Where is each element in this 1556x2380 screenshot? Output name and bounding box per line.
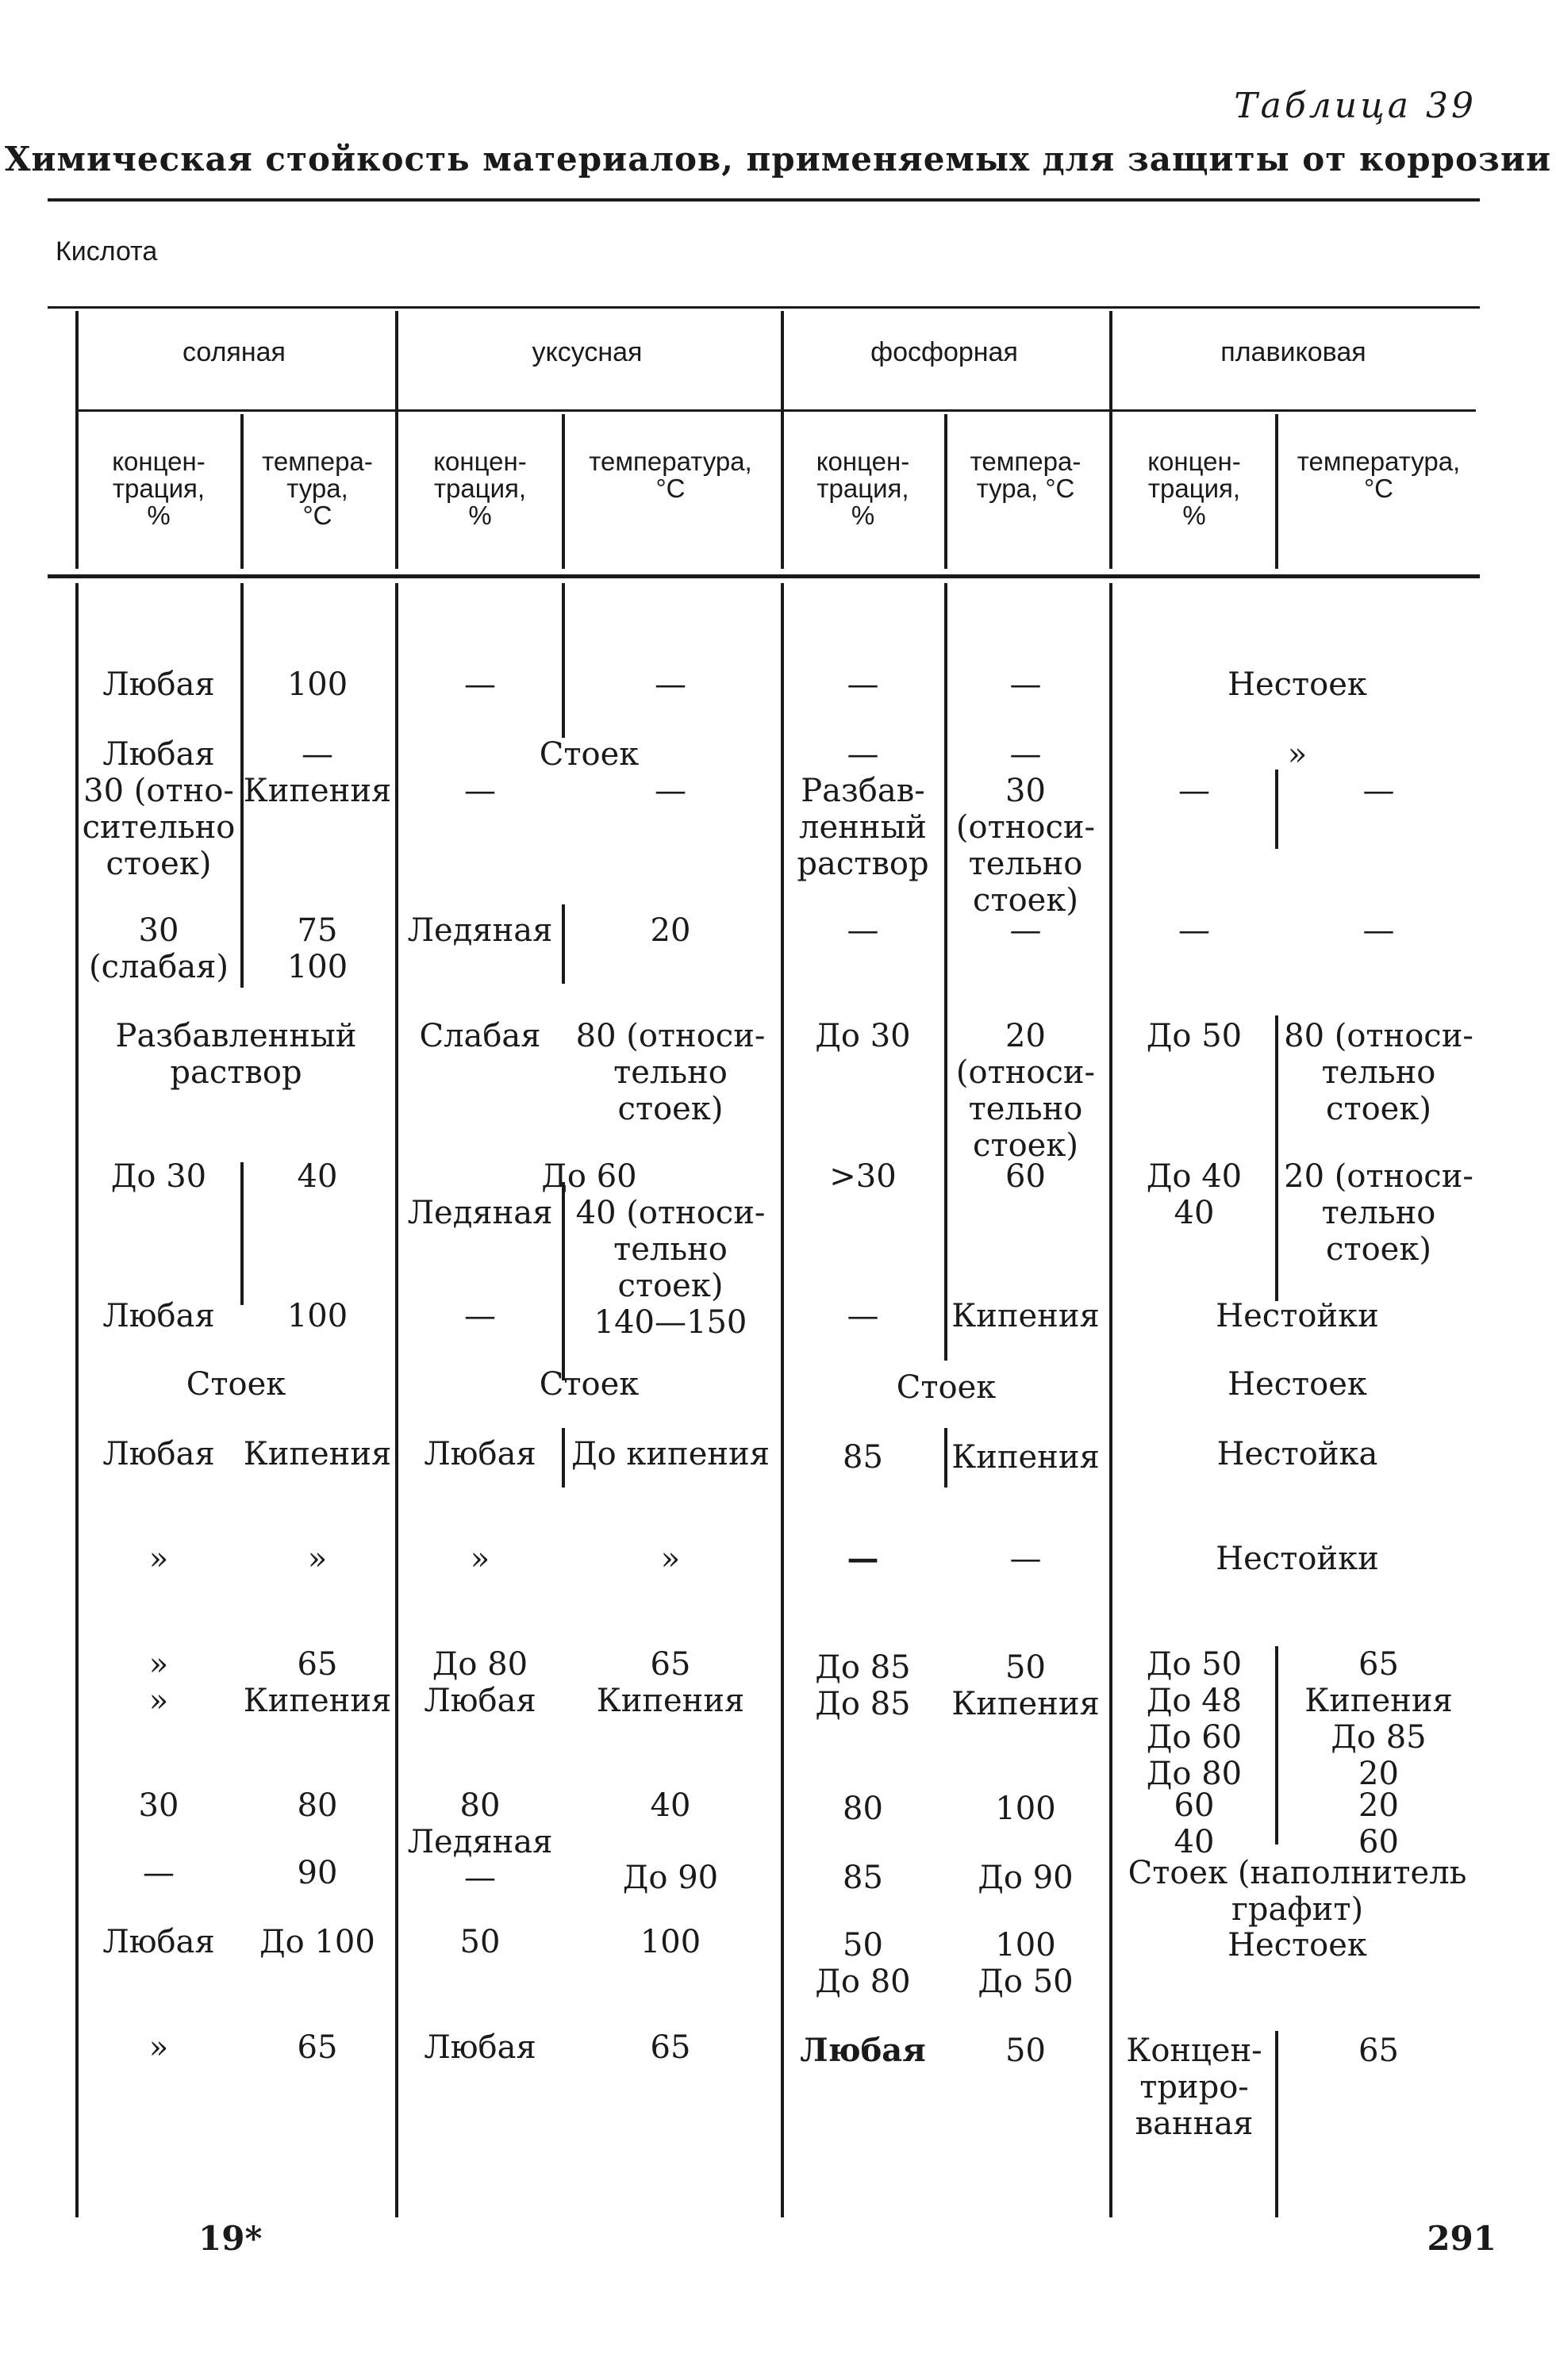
table-cell: 80 — [297, 1787, 338, 1824]
table-cell: 30 — [138, 1787, 179, 1824]
vline-left-body — [75, 583, 79, 2217]
vline-acetic-phos — [781, 311, 784, 569]
table-cell: До 50 — [1146, 1018, 1243, 1054]
table-cell: Нестойка — [1216, 1436, 1378, 1472]
table-cell: — — [847, 666, 879, 703]
table-cell: 85 — [843, 1860, 883, 1896]
table-cell: Нестойки — [1216, 1541, 1379, 1577]
table-cell: — — [464, 1860, 496, 1896]
table-cell: — — [655, 773, 686, 809]
table-cell: Стоек — [896, 1369, 997, 1406]
kislota-label: Кислота — [56, 236, 158, 267]
table-cell: — — [302, 736, 333, 773]
table-cell: 50 До 80 — [815, 1927, 911, 2000]
acid-phosphoric-header: фосфорная — [870, 337, 1018, 367]
top-rule — [48, 198, 1480, 202]
table-cell: До 90 — [978, 1860, 1074, 1896]
table-cell: 40 — [297, 1158, 338, 1195]
table-title: Химическая стойкость материалов, применяемых для защиты от коррозии — [4, 140, 1552, 178]
table-cell: Слабая — [419, 1018, 541, 1054]
table-cell: Стоек — [186, 1366, 286, 1403]
vline-phos-hf-body — [1109, 583, 1112, 2217]
table-cell: 80 — [843, 1791, 883, 1827]
table-cell: Любая — [102, 1298, 215, 1334]
table-cell: >30 — [829, 1158, 897, 1195]
table-cell: 90 — [297, 1855, 338, 1891]
table-cell: До 80 Любая — [424, 1646, 536, 1719]
table-cell: » — [148, 2029, 169, 2066]
vline-hcl-acetic — [395, 311, 398, 569]
table-cell: » — [148, 1541, 169, 1577]
table-cell: 85 — [843, 1439, 883, 1476]
table-cell: 30 (относи- тельно стоек) — [955, 773, 1096, 919]
table-cell: 65 Кипения — [596, 1646, 745, 1719]
table-cell: 40 (относи- тельно стоек) 140—150 — [575, 1195, 766, 1341]
vline-phos-sub — [944, 414, 947, 569]
table-cell: 65 Кипения До 85 20 — [1304, 1646, 1453, 1792]
table-cell: — — [143, 1855, 175, 1891]
table-cell: Кипения — [951, 1439, 1100, 1476]
table-cell: Любая — [102, 666, 215, 703]
vline-hf-sub — [1275, 414, 1278, 569]
table-cell: — — [1362, 773, 1395, 809]
table-cell: До 30 — [815, 1018, 911, 1054]
table-cell: До 100 — [259, 1924, 375, 1960]
table-cell: До 50 До 48 До 60 До 80 — [1146, 1646, 1243, 1792]
table-cell: — — [464, 1298, 496, 1334]
vline-left — [75, 311, 79, 569]
table-cell: Любая — [424, 1436, 536, 1472]
table-cell: Кипения — [243, 1436, 392, 1472]
table-cell: — — [464, 666, 496, 703]
table-cell: 100 — [995, 1791, 1056, 1827]
acetic-conc-header: концен- трация, % — [433, 447, 527, 530]
table-cell: — — [1009, 736, 1042, 773]
table-cell: — — [1009, 666, 1042, 703]
vline-acetic-sub — [562, 414, 565, 569]
table-cell: 65 — [297, 2029, 338, 2066]
body-rule — [48, 574, 1480, 578]
hcl-conc-header: концен- трация, % — [112, 447, 206, 530]
table-cell: Концен- триро- ванная — [1126, 2033, 1262, 2142]
table-cell: Разбав- ленный раствор — [797, 773, 929, 882]
table-cell: 100 — [640, 1924, 701, 1960]
hf-temp-header: температура, °С — [1297, 447, 1461, 503]
table-cell: 80 (относи- тельно стоек) — [575, 1018, 766, 1127]
table-cell: 50 — [1005, 2033, 1046, 2069]
table-cell: — — [1178, 912, 1210, 949]
table-cell: 30 (слабая) — [88, 912, 229, 985]
vline-acetic-sub-body — [562, 583, 565, 738]
table-cell: 65 Кипения — [243, 1646, 392, 1719]
table-cell: До 85 До 85 — [815, 1649, 911, 1722]
table-cell: Нестоек — [1228, 1927, 1367, 1964]
table-cell: Любая — [424, 2029, 536, 2066]
table-cell: 50 — [459, 1924, 501, 1960]
acetic-temp-header: температура, °С — [589, 447, 752, 503]
phos-temp-header: темпера- тура, °С — [970, 447, 1082, 503]
table-cell: — — [847, 1540, 879, 1577]
table-cell: Нестоек — [1228, 666, 1367, 703]
table-cell: 20 60 — [1358, 1787, 1399, 1860]
table-cell: Ледяная — [407, 1195, 553, 1231]
table-cell: » — [660, 1541, 681, 1577]
table-cell: — — [1009, 1541, 1042, 1577]
table-cell: Кипения — [951, 1298, 1100, 1334]
table-cell: Любая — [102, 1924, 215, 1960]
page-number: 291 — [1427, 2219, 1496, 2258]
phos-conc-header: концен- трация, % — [816, 447, 910, 530]
table-cell: » » — [148, 1646, 169, 1719]
table-cell: Нестойки — [1216, 1298, 1379, 1334]
table-cell: Стоек — [539, 1366, 640, 1403]
table-cell: Любая — [800, 2032, 926, 2069]
table-cell: — — [464, 773, 496, 809]
table-cell: 30 (отно- сительно стоек) — [82, 773, 236, 882]
table-cell: Любая — [102, 736, 215, 773]
table-cell: » — [1287, 736, 1308, 773]
group-rule — [75, 409, 1476, 412]
hf-conc-header: концен- трация, % — [1147, 447, 1241, 530]
signature-mark: 19* — [198, 2219, 263, 2258]
table-cell: 60 40 — [1174, 1787, 1215, 1860]
table-cell: Любая — [102, 1436, 215, 1472]
table-cell: 65 — [1358, 2033, 1399, 2069]
table-cell: 80 Ледяная — [407, 1787, 553, 1860]
table-cell: Разбавленный раствор — [115, 1018, 357, 1091]
table-cell: До 60 — [541, 1158, 637, 1195]
table-cell: — — [1009, 912, 1042, 949]
table-cell: — — [847, 736, 879, 773]
acid-acetic-header: уксусная — [532, 337, 643, 367]
hcl-temp-header: темпера- тура, °С — [262, 447, 373, 530]
table-cell: 20 — [650, 912, 691, 949]
table-cell: 20 (относи- тельно стоек) — [955, 1018, 1096, 1164]
table-cell: 65 — [650, 2029, 691, 2066]
table-cell: Ледяная — [407, 912, 553, 949]
table-cell: До кипения — [571, 1436, 770, 1472]
vline-phos-hf — [1109, 311, 1112, 569]
table-cell: Стоек — [539, 736, 640, 773]
table-cell: Стоек (наполнитель графит) — [1128, 1855, 1467, 1928]
table-cell: — — [655, 666, 686, 703]
table-cell: — — [847, 1298, 879, 1334]
table-cell: — — [1362, 912, 1395, 949]
table-cell: 50 Кипения — [951, 1649, 1100, 1722]
table-cell: 100 До 50 — [978, 1927, 1074, 2000]
table-cell: До 90 — [622, 1860, 719, 1896]
table-cell: — — [847, 912, 879, 949]
table-cell: » — [307, 1541, 328, 1577]
table-cell: До 40 40 — [1146, 1158, 1243, 1231]
table-cell: — — [1178, 773, 1210, 809]
table-cell: Кипения — [243, 773, 392, 809]
table-cell: 40 — [650, 1787, 691, 1824]
table-cell: 100 — [286, 1298, 348, 1334]
vline-hcl-sub — [240, 414, 244, 569]
vline-hcl-acetic-body — [395, 583, 398, 2217]
table-cell: 100 — [286, 666, 348, 703]
table-cell: Нестоек — [1228, 1366, 1367, 1403]
table-cell: 75 100 — [286, 912, 348, 985]
table-cell: До 30 — [110, 1158, 207, 1195]
acid-hf-header: плавиковая — [1220, 337, 1366, 367]
table-cell: » — [470, 1541, 490, 1577]
table-number: Таблица 39 — [1234, 86, 1477, 126]
table-cell: 20 (относи- тельно стоек) — [1284, 1158, 1473, 1268]
header-rule — [48, 306, 1480, 309]
table-cell: 80 (относи- тельно стоек) — [1284, 1018, 1473, 1127]
table-cell: 60 — [1005, 1158, 1046, 1195]
acid-hcl-header: соляная — [182, 337, 286, 367]
vline-acetic-phos-body — [781, 583, 784, 2217]
